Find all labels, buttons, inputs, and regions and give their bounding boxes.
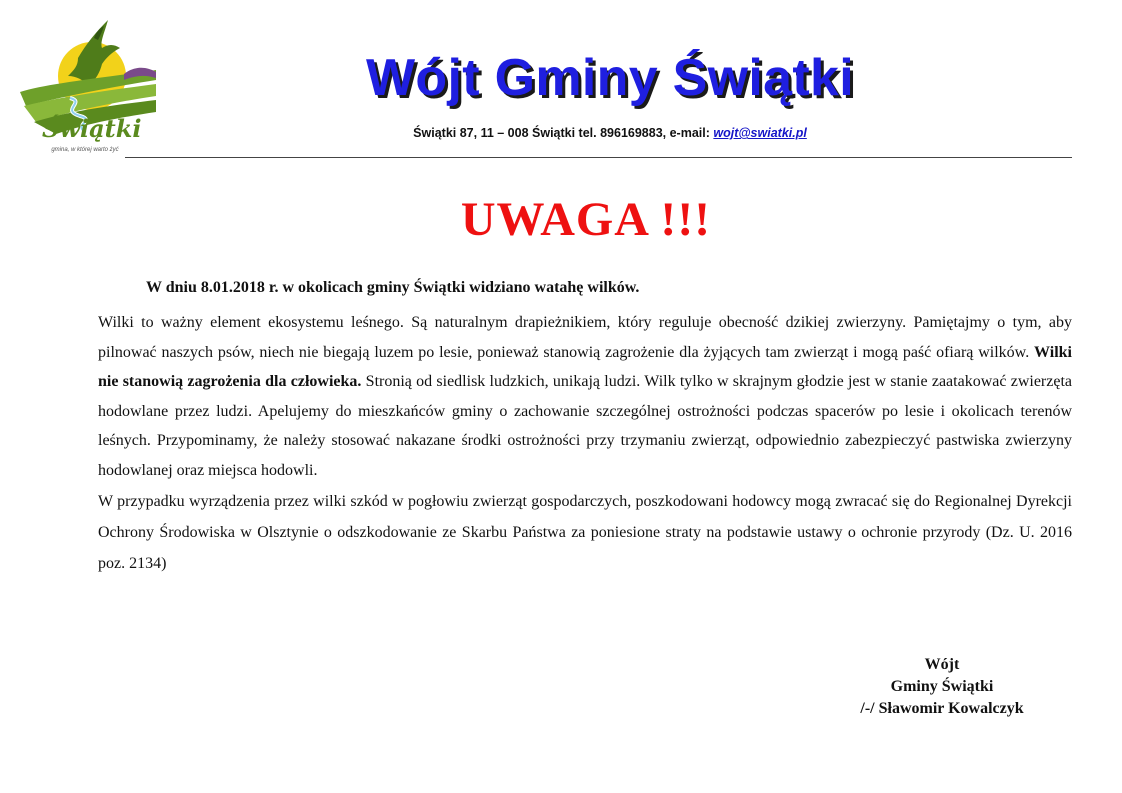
paragraph-1-part-b: Stronią od siedlisk ludzkich, unikają ludzi. Wilk tylko w skrajnym głodzie jest w stanie zaatakować zwierzęta hodowlane przez ludzi. Apelujemy do mieszkańców gminy o zachowanie szczególnej ostrożności podczas spacerów po lesie i okolicach terenów leśnych. Przypominamy, że należy stosować nakazane środki ostrożności przy trzymaniu zwierząt, odpowiednio zabezpieczyć pastwiska zwierzyny hodowlanej oraz miejsca hodowli. <box>98 373 1073 479</box>
signature-office: Gminy Świątki <box>890 678 994 695</box>
paragraph-1-part-a: Wilki to ważny element ekosystemu leśnego. Są naturalnym drapieżnikiem, który reguluje obecność dzikiej zwierzyny. Pamiętajmy o tym, aby pilnować naszych psów, niech nie biegają luzem po lesie, ponieważ stanowią zagrożenie dla żyjących tam zwierząt i mogą paść ofiarą wilków. <box>98 314 1072 361</box>
contact-line <box>300 126 920 140</box>
page-title: Wójt Gminy Świątki <box>366 49 854 107</box>
notice-body <box>98 308 1072 579</box>
signature-name: /-/ Sławomir Kowalczyk <box>860 700 1024 717</box>
header-divider <box>125 157 1072 158</box>
paragraph-2: W przypadku wyrządzenia przez wilki szkód w pogłowiu zwierząt gospodarczych, poszkodowani hodowcy mogą zwracać się do Regionalnej Dyrekcji Ochrony Środowiska w Olsztynie o odszkodowanie ze Skarbu Państwa za poniesione straty na podstawie ustawy o ochronie przyrody (Dz. U. 2016 poz. 2134) <box>98 492 1072 572</box>
paragraph-1 <box>98 308 1072 486</box>
signature-block <box>812 654 1072 720</box>
warning-title: UWAGA !!! <box>460 193 712 246</box>
lead-sentence: W dniu 8.01.2018 r. w okolicach gminy Świątki widziano watahę wilków. <box>146 279 640 296</box>
logo-wordmark: Świątki <box>42 114 142 143</box>
paragraph-1-emphasis: Wilki nie stanowią zagrożenia dla człowieka. <box>98 343 1072 391</box>
logo-slogan: gmina, w której warto żyć <box>51 147 119 153</box>
municipality-logo <box>16 14 162 164</box>
signature-title: Wójt <box>924 656 960 673</box>
email-link[interactable]: wojt@swiatki.pl <box>713 126 807 140</box>
contact-address: Świątki 87, 11 – 008 Świątki tel. 896169883, e-mail: <box>413 126 714 140</box>
